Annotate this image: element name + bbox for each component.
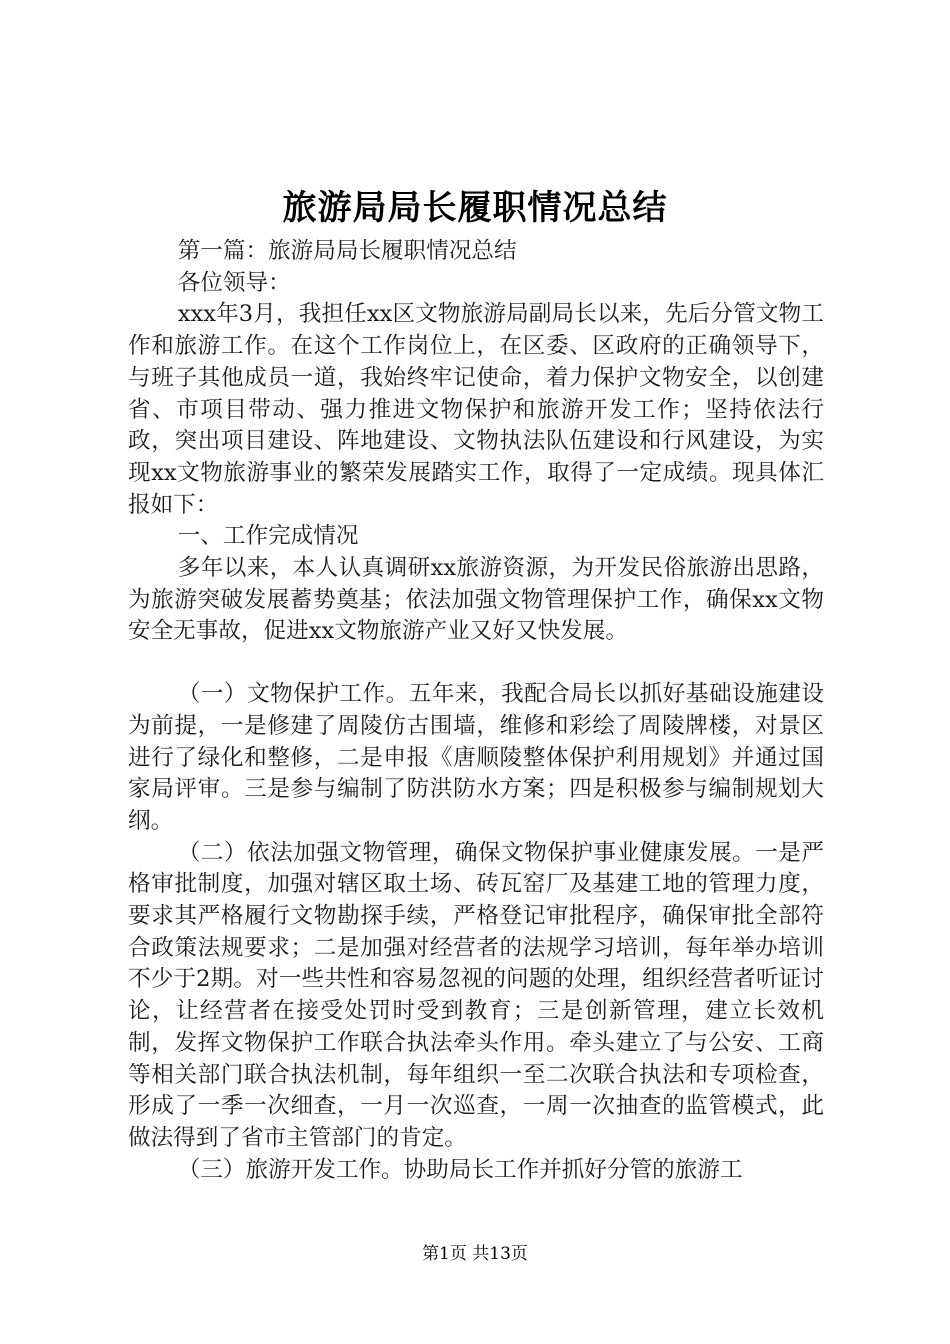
body-paragraph: （三）旅游开发工作。协助局长工作并抓好分管的旅游工: [177, 1156, 743, 1183]
body-paragraph: 一、工作完成情况: [177, 523, 359, 550]
body-paragraph: （一）文物保护工作。五年来，我配合局长以抓好基础设施建设为前提，一是修建了周陵仿古围墙，维修和彩绘了周陵牌楼，对景区进行了绿化和整修，二是申报《唐顺陵整体保护利用规划》并通过国家局评审。三是参与编制了防洪防水方案；四是积极参与编制规划大纲。: [128, 681, 824, 834]
body-paragraph: （二）依法加强文物管理，确保文物保护事业健康发展。一是严格审批制度，加强对辖区取土场、砖瓦窑厂及基建工地的管理力度，要求其严格履行文物勘探手续，严格登记审批程序，确保审批全部符合政策法规要求；二是加强对经营者的法规学习培训，每年举办培训不少于2期。对一些共性和容易忽视的问题的处理，组织经营者听证讨论，让经营者在接受处罚时受到教育；三是创新管理，建立长效机制，发挥文物保护工作联合执法牵头作用。牵头建立了与公安、工商等相关部门联合执法机制，每年组织一至二次联合执法和专项检查，形成了一季一次细查，一月一次巡查，一周一次抽查的监管模式，此做法得到了省市主管部门的肯定。: [128, 839, 824, 1151]
body-paragraph: 各位领导：: [177, 269, 291, 296]
body-paragraph: xxx年3月，我担任xx区文物旅游局副局长以来，先后分管文物工作和旅游工作。在这个工作岗位上，在区委、区政府的正确领导下，与班子其他成员一道，我始终牢记使命，着力保护文物安全，以创建省、市项目带动、强力推进文物保护和旅游开发工作；坚持依法行政，突出项目建设、阵地建设、文物执法队伍建设和行风建设，为实现xx文物旅游事业的繁荣发展踏实工作，取得了一定成绩。现具体汇报如下：: [128, 301, 824, 518]
document-title: 旅游局局长履职情况总结: [282, 188, 668, 228]
document-body: [128, 236, 824, 1186]
body-paragraph: 多年以来，本人认真调研xx旅游资源，为开发民俗旅游出思路，为旅游突破发展蓄势奠基；依法加强文物管理保护工作，确保xx文物安全无事故，促进xx文物旅游产业又好又快发展。: [128, 555, 824, 645]
page-number-footer: 第1页 共13页: [422, 1244, 528, 1264]
body-paragraph: 第一篇：旅游局局长履职情况总结: [177, 238, 517, 264]
